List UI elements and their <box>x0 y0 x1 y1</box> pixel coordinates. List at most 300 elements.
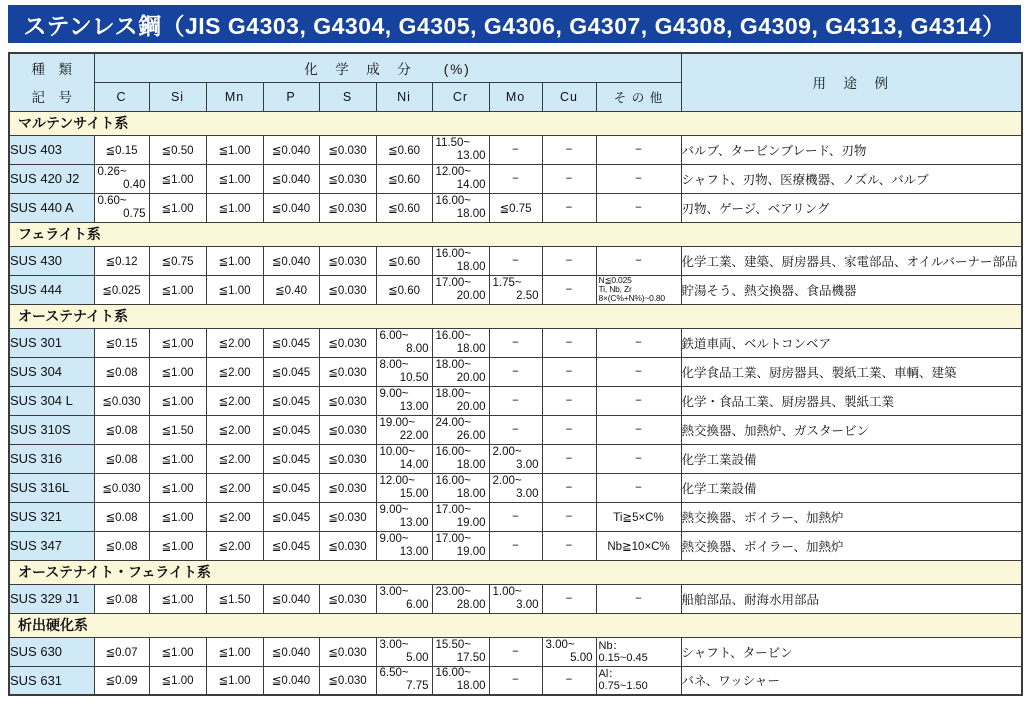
chem-cell-s: ≦0.030 <box>319 502 376 531</box>
chem-cell-other: − <box>596 584 681 613</box>
element-header-mn: Mn <box>206 82 263 111</box>
element-header-その他: そ の 他 <box>596 82 681 111</box>
chem-cell-si: ≦1.00 <box>149 473 206 502</box>
usage-cell: 熱交換器、ボイラー、加熱炉 <box>681 502 1022 531</box>
range-lower: 14.00 <box>456 178 486 191</box>
chem-cell-ni <box>376 502 432 531</box>
chem-cell-mo: − <box>489 637 542 666</box>
usage-cell: 熱交換器、加熱炉、ガスタービン <box>681 415 1022 444</box>
other-line: 0.75~1.50 <box>598 680 648 693</box>
chem-cell-other: − <box>596 246 681 275</box>
table-row <box>9 415 1022 444</box>
chem-cell-cr <box>432 135 489 164</box>
chem-cell-si: ≦1.00 <box>149 584 206 613</box>
chem-cell-cr <box>432 531 489 560</box>
usage-cell: 化学工業設備 <box>681 444 1022 473</box>
chem-cell-c: ≦0.15 <box>94 328 149 357</box>
chem-cell-cu: − <box>542 531 596 560</box>
chem-cell-s: ≦0.030 <box>319 637 376 666</box>
range-lower: 8.00 <box>406 342 429 355</box>
chem-cell-si: ≦1.00 <box>149 193 206 222</box>
range-lower: 7.75 <box>406 680 429 693</box>
chem-cell-c: ≦0.08 <box>94 444 149 473</box>
chem-cell-si: ≦1.00 <box>149 637 206 666</box>
chem-cell-p: ≦0.040 <box>263 193 319 222</box>
other-line: Ti, Nb, Zr <box>598 284 632 294</box>
chem-cell-ni <box>376 473 432 502</box>
chem-cell-ni: ≦0.60 <box>376 135 432 164</box>
grade-column-header-lines <box>10 54 94 110</box>
chem-cell-p: ≦0.040 <box>263 637 319 666</box>
chem-cell-si: ≦1.00 <box>149 275 206 304</box>
range-upper: 3.00~ <box>545 638 575 651</box>
chem-cell-c <box>94 164 149 193</box>
chem-cell-p: ≦0.040 <box>263 584 319 613</box>
grade-cell: SUS 440 A <box>9 193 94 222</box>
chem-cell-si: ≦1.00 <box>149 357 206 386</box>
chem-cell-other: − <box>596 444 681 473</box>
range-lower: 20.00 <box>456 289 486 302</box>
usage-column-header: 用 途 例 <box>681 53 1022 111</box>
chem-cell-si: ≦0.75 <box>149 246 206 275</box>
section-name: 析出硬化系 <box>9 613 1022 637</box>
grade-cell: SUS 430 <box>9 246 94 275</box>
range-lower: 18.00 <box>456 260 486 273</box>
chem-cell-mn: ≦2.00 <box>206 473 263 502</box>
chem-cell-p: ≦0.045 <box>263 386 319 415</box>
chem-cell-c: ≦0.08 <box>94 502 149 531</box>
range-upper: 1.75~ <box>492 276 522 289</box>
grade-cell: SUS 631 <box>9 666 94 695</box>
grade-column-header <box>9 53 94 111</box>
section-name: オーステナイト系 <box>9 304 1022 328</box>
chem-cell-mn: ≦2.00 <box>206 444 263 473</box>
chem-cell-s: ≦0.030 <box>319 164 376 193</box>
chem-cell-other <box>596 275 681 304</box>
chem-cell-c: ≦0.07 <box>94 637 149 666</box>
range-lower: 5.00 <box>406 651 429 664</box>
chem-cell-p: ≦0.045 <box>263 444 319 473</box>
range-upper: 17.00~ <box>435 276 471 289</box>
chem-cell-ni <box>376 415 432 444</box>
element-header-si: Si <box>149 82 206 111</box>
spec-table-body <box>9 111 1022 695</box>
chem-cell-ni <box>376 584 432 613</box>
table-row <box>9 164 1022 193</box>
chem-cell-cr <box>432 193 489 222</box>
chem-cell-si: ≦1.00 <box>149 444 206 473</box>
chem-cell-other: − <box>596 135 681 164</box>
section-name: オーステナイト・フェライト系 <box>9 560 1022 584</box>
range-lower: 20.00 <box>456 400 486 413</box>
chem-cell-other: − <box>596 357 681 386</box>
table-row <box>9 637 1022 666</box>
chem-cell-mo: − <box>489 135 542 164</box>
chem-cell-s: ≦0.030 <box>319 357 376 386</box>
other-line: Al： <box>598 668 620 681</box>
chem-cell-mo: ≦0.75 <box>489 193 542 222</box>
chem-cell-p: ≦0.045 <box>263 473 319 502</box>
grade-cell: SUS 321 <box>9 502 94 531</box>
element-header-mo: Mo <box>489 82 542 111</box>
chem-cell-mo: − <box>489 386 542 415</box>
range-upper: 16.00~ <box>435 247 471 260</box>
table-row <box>9 386 1022 415</box>
chem-cell-si: ≦1.00 <box>149 502 206 531</box>
usage-cell: 貯湯そう、熱交換器、食品機器 <box>681 275 1022 304</box>
chem-cell-s: ≦0.030 <box>319 531 376 560</box>
chem-cell-s: ≦0.030 <box>319 444 376 473</box>
chem-cell-mn: ≦2.00 <box>206 386 263 415</box>
chem-cell-c: ≦0.08 <box>94 584 149 613</box>
chem-cell-cu: − <box>542 473 596 502</box>
range-lower: 10.50 <box>399 371 429 384</box>
table-row <box>9 444 1022 473</box>
chem-cell-cu: − <box>542 444 596 473</box>
chem-cell-mn: ≦2.00 <box>206 328 263 357</box>
chem-cell-cu: − <box>542 386 596 415</box>
usage-cell: バネ、ワッシャー <box>681 666 1022 695</box>
chem-cell-mn: ≦2.00 <box>206 531 263 560</box>
chem-cell-mo <box>489 584 542 613</box>
range-upper: 3.00~ <box>379 585 409 598</box>
range-lower: 13.00 <box>456 149 486 162</box>
chem-cell-mn: ≦2.00 <box>206 357 263 386</box>
chem-cell-s: ≦0.030 <box>319 473 376 502</box>
chem-cell-si: ≦1.50 <box>149 415 206 444</box>
chem-cell-c <box>94 193 149 222</box>
chem-cell-si: ≦1.00 <box>149 386 206 415</box>
range-lower: 28.00 <box>456 598 486 611</box>
chem-cell-cr <box>432 164 489 193</box>
range-upper: 23.00~ <box>435 585 471 598</box>
chem-cell-ni <box>376 666 432 695</box>
range-lower: 13.00 <box>399 400 429 413</box>
range-upper: 18.00~ <box>435 358 471 371</box>
chem-cell-cu: − <box>542 666 596 695</box>
chem-cell-cu: − <box>542 584 596 613</box>
chem-cell-cu <box>542 637 596 666</box>
usage-cell: 化学工業設備 <box>681 473 1022 502</box>
chem-cell-mn: ≦1.00 <box>206 193 263 222</box>
grade-cell: SUS 630 <box>9 637 94 666</box>
range-lower: 19.00 <box>456 545 486 558</box>
section-row <box>9 304 1022 328</box>
chem-cell-p: ≦0.045 <box>263 357 319 386</box>
chem-cell-cr <box>432 666 489 695</box>
other-line: 8×(C%+N%)~0.80 <box>598 293 665 303</box>
chem-cell-cr <box>432 502 489 531</box>
chem-cell-ni <box>376 386 432 415</box>
other-line: N≦0.025 <box>598 275 632 285</box>
table-row <box>9 473 1022 502</box>
table-row <box>9 531 1022 560</box>
chem-cell-p: ≦0.040 <box>263 164 319 193</box>
chem-cell-p: ≦0.040 <box>263 666 319 695</box>
chem-cell-p: ≦0.040 <box>263 246 319 275</box>
range-upper: 10.00~ <box>379 445 415 458</box>
chem-cell-mn: ≦2.00 <box>206 415 263 444</box>
section-name: フェライト系 <box>9 222 1022 246</box>
chem-cell-other: − <box>596 164 681 193</box>
range-lower: 3.00 <box>516 458 539 471</box>
range-upper: 16.00~ <box>435 445 471 458</box>
grade-cell: SUS 316L <box>9 473 94 502</box>
chem-cell-mo <box>489 473 542 502</box>
chem-cell-mo: − <box>489 357 542 386</box>
chem-cell-si: ≦1.00 <box>149 531 206 560</box>
chem-cell-mo: − <box>489 415 542 444</box>
chem-cell-p: ≦0.045 <box>263 531 319 560</box>
range-upper: 9.00~ <box>379 503 409 516</box>
range-upper: 1.00~ <box>492 585 522 598</box>
chem-cell-c: ≦0.030 <box>94 386 149 415</box>
chem-cell-cr <box>432 637 489 666</box>
range-lower: 3.00 <box>516 598 539 611</box>
usage-cell: バルブ、タービンブレード、刃物 <box>681 135 1022 164</box>
chem-cell-cu: − <box>542 164 596 193</box>
chem-cell-p: ≦0.045 <box>263 328 319 357</box>
chem-cell-other: − <box>596 328 681 357</box>
range-upper: 19.00~ <box>379 416 415 429</box>
range-upper: 18.00~ <box>435 387 471 400</box>
chem-cell-p: ≦0.045 <box>263 415 319 444</box>
range-lower: 18.00 <box>456 680 486 693</box>
range-upper: 0.26~ <box>97 165 127 178</box>
grade-header-line2: 記 号 <box>31 90 72 106</box>
range-upper: 15.50~ <box>435 638 471 651</box>
usage-cell: 熱交換器、ボイラー、加熱炉 <box>681 531 1022 560</box>
chem-cell-mn: ≦1.00 <box>206 637 263 666</box>
chem-cell-other: − <box>596 386 681 415</box>
range-lower: 19.00 <box>456 516 486 529</box>
range-upper: 12.00~ <box>379 474 415 487</box>
chem-cell-ni <box>376 357 432 386</box>
table-row <box>9 357 1022 386</box>
range-upper: 0.60~ <box>97 194 127 207</box>
grade-cell: SUS 403 <box>9 135 94 164</box>
chem-cell-other: Nb≧10×C% <box>596 531 681 560</box>
range-upper: 9.00~ <box>379 387 409 400</box>
element-header-c: C <box>94 82 149 111</box>
chem-cell-mn: ≦1.00 <box>206 275 263 304</box>
chem-cell-c: ≦0.025 <box>94 275 149 304</box>
chem-cell-mo: − <box>489 164 542 193</box>
range-lower: 14.00 <box>399 458 429 471</box>
range-upper: 8.00~ <box>379 358 409 371</box>
grade-cell: SUS 310S <box>9 415 94 444</box>
usage-cell: 化学・食品工業、厨房器具、製紙工業 <box>681 386 1022 415</box>
chem-cell-s: ≦0.030 <box>319 246 376 275</box>
range-lower: 17.50 <box>456 651 486 664</box>
grade-cell: SUS 329 J1 <box>9 584 94 613</box>
usage-cell: 化学工業、建築、厨房器具、家電部品、オイルバーナー部品 <box>681 246 1022 275</box>
range-upper: 2.00~ <box>492 445 522 458</box>
usage-cell: シャフト、タービン <box>681 637 1022 666</box>
table-row <box>9 275 1022 304</box>
table-row <box>9 246 1022 275</box>
chem-cell-c: ≦0.030 <box>94 473 149 502</box>
chem-cell-cu: − <box>542 357 596 386</box>
section-name: マルテンサイト系 <box>9 111 1022 135</box>
spec-table-header <box>9 53 1022 111</box>
chem-cell-si: ≦1.00 <box>149 328 206 357</box>
chem-cell-ni: ≦0.60 <box>376 275 432 304</box>
range-lower: 0.40 <box>123 178 146 191</box>
chem-cell-s: ≦0.030 <box>319 666 376 695</box>
usage-cell: 刃物、ゲージ、ベアリング <box>681 193 1022 222</box>
chem-cell-s: ≦0.030 <box>319 275 376 304</box>
chem-cell-cr <box>432 444 489 473</box>
chem-cell-cr <box>432 584 489 613</box>
chem-cell-mo: − <box>489 246 542 275</box>
chem-cell-mn: ≦2.00 <box>206 502 263 531</box>
chem-cell-ni: ≦0.60 <box>376 193 432 222</box>
range-upper: 6.50~ <box>379 667 409 680</box>
chem-cell-cr <box>432 386 489 415</box>
range-lower: 13.00 <box>399 516 429 529</box>
usage-cell: 船舶部品、耐海水用部品 <box>681 584 1022 613</box>
grade-cell: SUS 347 <box>9 531 94 560</box>
range-upper: 24.00~ <box>435 416 471 429</box>
chem-cell-ni: ≦0.60 <box>376 164 432 193</box>
chem-cell-s: ≦0.030 <box>319 328 376 357</box>
chem-cell-mn: ≦1.50 <box>206 584 263 613</box>
chem-cell-ni <box>376 444 432 473</box>
table-row <box>9 584 1022 613</box>
range-lower: 0.75 <box>123 207 146 220</box>
chem-cell-cu: − <box>542 275 596 304</box>
element-header-cr: Cr <box>432 82 489 111</box>
chem-cell-si: ≦1.00 <box>149 164 206 193</box>
chem-cell-other <box>596 637 681 666</box>
chem-cell-mo <box>489 275 542 304</box>
chem-cell-p: ≦0.045 <box>263 502 319 531</box>
chem-cell-s: ≦0.030 <box>319 135 376 164</box>
chem-cell-c: ≦0.15 <box>94 135 149 164</box>
usage-cell: 鉄道車両、ベルトコンベア <box>681 328 1022 357</box>
range-upper: 11.50~ <box>435 136 471 149</box>
chem-cell-other: Ti≧5×C% <box>596 502 681 531</box>
chem-cell-cu: − <box>542 502 596 531</box>
range-upper: 2.00~ <box>492 474 522 487</box>
chem-cell-c: ≦0.12 <box>94 246 149 275</box>
range-upper: 16.00~ <box>435 474 471 487</box>
chem-cell-s: ≦0.030 <box>319 193 376 222</box>
range-lower: 2.50 <box>516 289 539 302</box>
section-row <box>9 111 1022 135</box>
chem-cell-mn: ≦1.00 <box>206 246 263 275</box>
range-upper: 16.00~ <box>435 329 471 342</box>
range-lower: 13.00 <box>399 545 429 558</box>
chem-cell-ni <box>376 637 432 666</box>
range-lower: 15.00 <box>399 487 429 500</box>
chem-cell-mn: ≦1.00 <box>206 164 263 193</box>
range-lower: 3.00 <box>516 487 539 500</box>
chem-cell-ni <box>376 531 432 560</box>
chem-cell-cu: − <box>542 193 596 222</box>
grade-cell: SUS 304 <box>9 357 94 386</box>
element-header-s: S <box>319 82 376 111</box>
chem-cell-mo: − <box>489 328 542 357</box>
chem-cell-s: ≦0.030 <box>319 386 376 415</box>
chem-cell-cr <box>432 275 489 304</box>
table-row <box>9 666 1022 695</box>
range-lower: 26.00 <box>456 429 486 442</box>
range-lower: 22.00 <box>399 429 429 442</box>
element-header-ni: Ni <box>376 82 432 111</box>
table-row <box>9 502 1022 531</box>
range-lower: 18.00 <box>456 458 486 471</box>
range-lower: 5.00 <box>570 651 593 664</box>
section-row <box>9 560 1022 584</box>
range-upper: 17.00~ <box>435 503 471 516</box>
chem-cell-mo <box>489 444 542 473</box>
page-title-text: ステンレス鋼（JIS G4303, G4304, G4305, G4306, G4307, G4308, G4309, G4313, G4314） <box>23 12 1006 39</box>
chem-cell-cu: − <box>542 135 596 164</box>
chem-cell-cr <box>432 415 489 444</box>
grade-cell: SUS 304 L <box>9 386 94 415</box>
section-row <box>9 222 1022 246</box>
chem-cell-mn: ≦1.00 <box>206 135 263 164</box>
range-lower: 18.00 <box>456 207 486 220</box>
table-row <box>9 135 1022 164</box>
page-title <box>8 5 1021 43</box>
range-upper: 9.00~ <box>379 532 409 545</box>
other-line: 0.15~0.45 <box>598 651 648 664</box>
range-upper: 17.00~ <box>435 532 471 545</box>
chem-composition-header: 化 学 成 分 (%) <box>94 53 681 82</box>
table-row <box>9 193 1022 222</box>
chem-cell-ni <box>376 328 432 357</box>
chem-cell-si: ≦1.00 <box>149 666 206 695</box>
chem-cell-c: ≦0.08 <box>94 531 149 560</box>
chem-cell-si: ≦0.50 <box>149 135 206 164</box>
grade-header-line1: 種 類 <box>31 62 72 78</box>
chem-cell-cr <box>432 357 489 386</box>
chem-cell-other <box>596 666 681 695</box>
range-lower: 18.00 <box>456 342 486 355</box>
grade-cell: SUS 420 J2 <box>9 164 94 193</box>
chem-cell-other: − <box>596 193 681 222</box>
range-lower: 18.00 <box>456 487 486 500</box>
chem-cell-c: ≦0.08 <box>94 357 149 386</box>
grade-cell: SUS 444 <box>9 275 94 304</box>
spec-table <box>8 52 1023 696</box>
chem-cell-ni: ≦0.60 <box>376 246 432 275</box>
chem-cell-mn: ≦1.00 <box>206 666 263 695</box>
chem-cell-cu: − <box>542 328 596 357</box>
range-upper: 12.00~ <box>435 165 471 178</box>
chem-cell-c: ≦0.08 <box>94 415 149 444</box>
element-header-p: P <box>263 82 319 111</box>
section-row <box>9 613 1022 637</box>
other-line: Nb： <box>598 639 624 652</box>
range-lower: 20.00 <box>456 371 486 384</box>
range-lower: 6.00 <box>406 598 429 611</box>
chem-cell-c: ≦0.09 <box>94 666 149 695</box>
range-upper: 16.00~ <box>435 194 471 207</box>
range-upper: 6.00~ <box>379 329 409 342</box>
chem-cell-cr <box>432 328 489 357</box>
chem-cell-p: ≦0.040 <box>263 135 319 164</box>
chem-cell-other: − <box>596 415 681 444</box>
chem-cell-cu: − <box>542 415 596 444</box>
chem-cell-s: ≦0.030 <box>319 415 376 444</box>
chem-cell-s: ≦0.030 <box>319 584 376 613</box>
range-upper: 3.00~ <box>379 638 409 651</box>
chem-cell-cu: − <box>542 246 596 275</box>
